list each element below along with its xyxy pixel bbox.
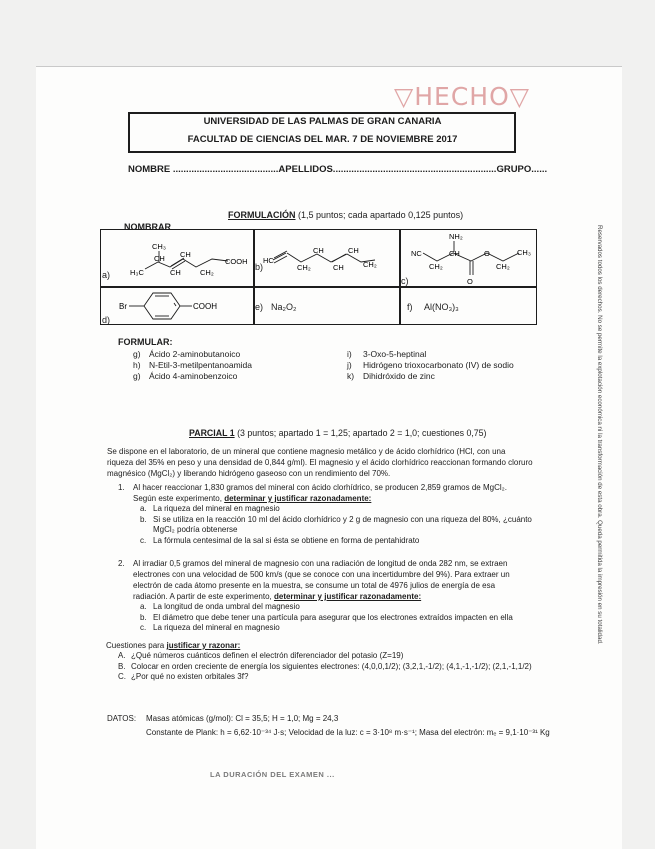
formular-item: j) Hidrógeno trioxocarbonato (IV) de sodio (347, 360, 514, 370)
atom-label: H₃C (130, 268, 144, 277)
cuestion-item: C. ¿Por qué no existen orbitales 3f? (118, 672, 249, 681)
cuestion-item: B. Colocar en orden creciente de energía los siguientes electrones: (4,0,0,1/2); (3,2,1,-1/2); (4,1,-1,-1/2); (2,1,-1,1/2) (118, 661, 532, 671)
formular-item: g) Ácido 2-aminobutanoico (133, 349, 241, 359)
question-number: 2. (118, 559, 125, 568)
subitem: b. El diámetro que debe tener una partícula para asegurar que los electrones extraídos impacten en ella (140, 612, 513, 622)
formulacion-heading: FORMULACIÓN (1,5 puntos; cada apartado 0,125 puntos) (228, 210, 464, 220)
copyright-side-notice (593, 225, 603, 720)
atom-label: CH₂ (429, 262, 443, 271)
atom-label: CH (348, 246, 359, 255)
atom-label: CH₂ (496, 262, 510, 271)
formular-item: k) Dihidróxido de zinc (347, 371, 435, 381)
cell-e-formula: Na₂O₂ (271, 302, 297, 312)
nombrar-heading: NOMBRAR (124, 222, 171, 232)
structure-b (253, 229, 399, 286)
formular-item: i) 3-Oxo-5-heptinal (347, 349, 427, 359)
subitem: c. La riqueza del mineral en magnesio (140, 623, 280, 632)
cuestiones-list (118, 651, 538, 683)
parcial-heading: PARCIAL 1 (3 puntos; apartado 1 = 1,25; apartado 2 = 1,0; cuestiones 0,75) (189, 428, 487, 438)
atom-label: CH₂ (297, 263, 311, 272)
student-fields-line: NOMBRE ........................................APELLIDOS..............................................................GRUPO...... (128, 164, 548, 175)
cuestiones-heading: Cuestiones para justificar y razonar: (106, 641, 241, 650)
atom-label: NH₂ (449, 232, 463, 241)
university-name: UNIVERSIDAD DE LAS PALMAS DE GRAN CANARIA (203, 116, 442, 127)
datos-label: DATOS: (107, 714, 137, 723)
atom-label: CH₂ (200, 268, 214, 277)
datos-constants: Constante de Plank: h = 6,62·10⁻³⁴ J·s; Velocidad de la luz: c = 3·10⁸ m·s⁻¹; Masa del electrón: mₑ = 9,1·10⁻³¹ Kg (146, 728, 550, 737)
formular-item: g) Ácido 4-aminobenzoico (133, 371, 238, 381)
atom-label: CH₃ (152, 242, 166, 251)
cell-d-label: d) (102, 315, 111, 325)
question-1-subitems (140, 504, 532, 546)
datos-masses: Masas atómicas (g/mol): Cl = 35,5; H = 1,0; Mg = 24,3 (146, 714, 339, 723)
atom-label: NC (411, 249, 422, 258)
cell-b-label: b) (255, 262, 264, 272)
cell-f-label: f) (407, 302, 413, 312)
question-number: 1. (118, 483, 125, 492)
formular-heading: FORMULAR: (118, 337, 173, 347)
side-notice-text: Reservados todos los derechos. No se permite la explotación económica ni la transformación de esta obra. Queda permitida la impresión en su totalidad. (596, 225, 603, 645)
cell-f-formula: Al(NO₃)₃ (424, 302, 459, 312)
subitem: a. La longitud de onda umbral del magnesio (140, 602, 300, 611)
subitem: c. La fórmula centesimal de la sal si ésta se obtiene en forma de pentahidrato (140, 535, 420, 545)
atom-label: CH₂ (363, 260, 377, 269)
subitem: a. La riqueza del mineral en magnesio (140, 504, 280, 513)
atom-label: CH (180, 250, 191, 259)
atom-label: CH (154, 254, 165, 263)
atom-label: CH (449, 249, 460, 258)
atom-label: Br (119, 302, 127, 311)
subitem: b. Si se utiliza en la reacción 10 ml del ácido clorhídrico y 2 g de magnesio con una riqueza del 80%, ¿cuánto MgCl₂ podría obtenerse (140, 514, 532, 534)
atom-label: COOH (225, 257, 248, 266)
atom-label: CH (333, 263, 344, 272)
question-2: Al irradiar 0,5 gramos del mineral de magnesio con una radiación de longitud de onda 282 nm, se extraen electrones con una velocidad de 500 km/s (que se conoce con una incertidumbre del 9%). Para extraer un electrón de cada átomo presente en la muestra, se consume un total de 4976 julios de energía de esa radiación. A partir de este experimento, determinar y justificar razonadamente: (133, 559, 510, 601)
atom-label: O (467, 277, 473, 286)
cut-footer-text: LA DURACIÓN DEL EXAMEN ... (210, 770, 335, 779)
atom-label: CH (313, 246, 324, 255)
cuestion-item: A. ¿Qué números cuánticos definen el electrón diferenciador del potasio (Z=19) (118, 651, 404, 660)
cell-e-label: e) (255, 302, 264, 312)
atom-label: O (484, 249, 490, 258)
atom-label: CH (170, 268, 181, 277)
structure-a (100, 229, 253, 286)
cell-a-label: a) (102, 270, 111, 280)
handwritten-tag: ▽HECHO▽ (394, 82, 530, 111)
parcial-intro: Se dispone en el laboratorio, de un mineral que contiene magnesio metálico y de ácido clorhídrico (HCl, con una riqueza del 35% en peso y una densidad de 0,844 g/ml). El magnesio y el ácido clorhídrico reaccionan formando cloruro magnésico (MgCl₂) y liberando hidrógeno gaseoso con un rendimiento del 70%. (107, 447, 533, 478)
atom-label: CH₃ (517, 248, 531, 257)
structure-c (399, 229, 537, 286)
faculty-date: FACULTAD DE CIENCIAS DEL MAR. 7 DE NOVIEMBRE 2017 (187, 134, 458, 145)
question-2-subitems (140, 602, 532, 634)
cell-c-label: c) (401, 276, 409, 286)
atom-label: COOH (193, 302, 217, 311)
atom-label: HC (263, 256, 274, 265)
structure-d (100, 286, 253, 325)
formular-item: h) N-Etil-3-metilpentanoamida (133, 360, 252, 370)
question-1: Al hacer reaccionar 1,830 gramos del mineral con ácido clorhídrico, se producen 2,859 gramos de MgCl₂. Según este experimento, determinar y justificar razonadamente: (133, 483, 507, 503)
